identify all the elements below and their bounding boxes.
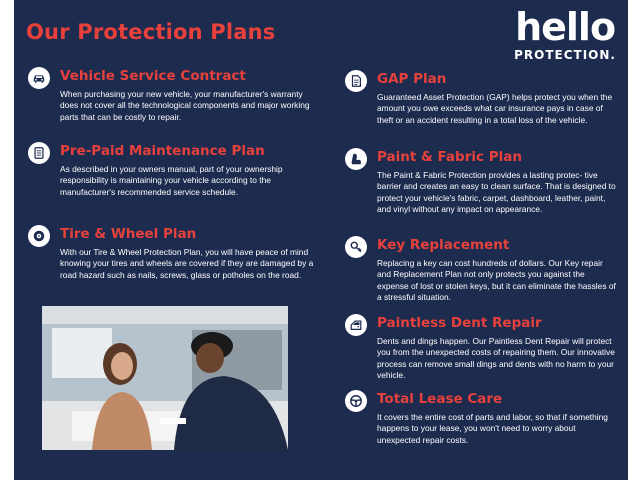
plan-heading: Tire & Wheel Plan xyxy=(60,226,197,242)
car-icon xyxy=(28,67,50,89)
plan-description: With our Tire & Wheel Protection Plan, you will have peace of mind knowing your tires and wheels are covered if they are damaged by a road hazard such as nails, screws, glass or potholes on the road. xyxy=(60,247,314,280)
plan-heading: Pre-Paid Maintenance Plan xyxy=(60,143,265,159)
car-door-icon xyxy=(345,314,367,336)
tire-icon xyxy=(28,225,50,247)
plan-description: Dents and dings happen. Our Paintless Dent Repair will protect you from the unexpected costs of repairing them. Our innovative process can remove small dings and dents with no harm to your vehicle. xyxy=(377,336,615,380)
steering-wheel-icon xyxy=(345,390,367,412)
hello-protection-logo xyxy=(514,5,616,62)
dealership-photo xyxy=(42,306,288,450)
plan-heading: Vehicle Service Contract xyxy=(60,68,246,84)
plan-description: Guaranteed Asset Protection (GAP) helps protect you when the amount you owe exceeds what car insurance pays in case of theft or an accident resulting in a total loss of the vehicle. xyxy=(377,92,613,125)
plan-heading: Paintless Dent Repair xyxy=(377,315,542,331)
logo-wordmark: hello xyxy=(515,5,616,49)
plan-heading: Paint & Fabric Plan xyxy=(377,149,522,165)
logo-subtitle: PROTECTION. xyxy=(514,48,616,62)
clipboard-icon xyxy=(28,142,50,164)
car-seat-icon xyxy=(345,148,367,170)
plan-description: Replacing a key can cost hundreds of dollars. Our Key repair and Replacement Plan not only protects you against the expense of lost or stolen keys, but it can eliminate the hassles of a stressful situation. xyxy=(377,258,616,302)
plan-description: As described in your owners manual, part of your ownership responsibility is maintaining your vehicle according to the manufacturer's recommended service schedule. xyxy=(60,164,283,197)
protection-plans-card xyxy=(14,0,628,480)
plan-description: The Paint & Fabric Protection provides a lasting protec- tive barrier and creates an easy to clean surface. That is designed to protect your vehicle's fabric, carpet, dashboard, leather, paint, and vinyl without any impact on appearance. xyxy=(377,170,616,214)
plan-description: It covers the entire cost of parts and labor, so that if something happens to your lease, you won't need to worry about unexpected repair costs. xyxy=(377,412,608,445)
plan-heading: GAP Plan xyxy=(377,71,447,87)
document-icon xyxy=(345,70,367,92)
plan-heading: Total Lease Care xyxy=(377,391,503,407)
plan-heading: Key Replacement xyxy=(377,237,510,253)
page-title: Our Protection Plans xyxy=(26,20,276,44)
key-icon xyxy=(345,236,367,258)
plan-description: When purchasing your new vehicle, your manufacturer's warranty does not cover all the technological components and major working parts that can be costly to repair. xyxy=(60,89,310,122)
